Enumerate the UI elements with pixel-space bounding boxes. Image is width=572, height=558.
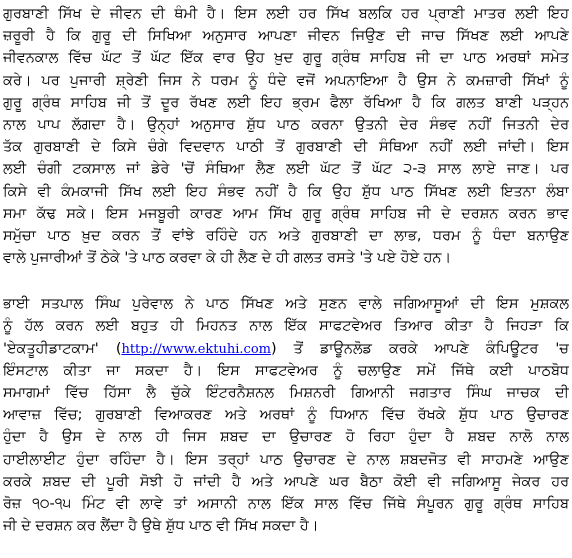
- text-line: ਗੁਰੂ ਗ੍ਰੰਥ ਸਾਹਿਬ ਜੀ ਤੋਂ ਦੂਰ ਰੱਖਣ ਲਈ ਇਹ ਭ੍ਰਮ ਫੈਲਾ ਰੱਖਿਆ ਹੈ ਕਿ ਗਲਤ ਬਾਣੀ ਪੜ੍ਹਨ: [3, 94, 569, 111]
- paragraph-1: [3, 3, 569, 269]
- text-line: ਸਮੁੱਚਾ ਪਾਠ ਖ਼ੁਦ ਕਰਨ ਤੋਂ ਵਾਂਝੇ ਰਹਿੰਦੇ ਹਨ ਅਤੇ ਗੁਰਬਾਣੀ ਦਾ ਲਾਭ, ਧਰਮ ਨੂੰ ਧੰਦਾ ਬਨਾਉਣ: [3, 227, 569, 244]
- text-line: ਸਮਾਗਮਾਂ ਵਿੱਚ ਹਿੱਸਾ ਲੈ ਚੁੱਕੇ ਇੰਟਰਨੈਸ਼ਨਲ ਮਿਸ਼ਨਰੀ ਗਿਆਨੀ ਜਗਤਾਰ ਸਿੰਘ ਜਾਚਕ ਦੀ: [3, 385, 569, 401]
- article-text: [3, 3, 569, 537]
- text-line: ਨਾਲ ਪਾਪ ਲੱਗਦਾ ਹੈ। ਉਨ੍ਹਾਂ ਅਨੁਸਾਰ ਸ਼ੁੱਧ ਪਾਠ ਕਰਨਾ ਉਤਨੀ ਦੇਰ ਸੰਭਵ ਨਹੀਂ ਜਿਤਨੀ ਦੇਰ: [3, 116, 569, 133]
- text-line: ਤੱਕ ਗੁਰਬਾਣੀ ਦੇ ਕਿਸੇ ਚੰਗੇ ਵਿਦਵਾਨ ਪਾਠੀ ਤੋਂ ਗੁਰਬਾਣੀ ਦੀ ਸੰਥਿਆ ਨਹੀਂ ਲਈ ਜਾਂਦੀ। ਇਸ: [3, 139, 569, 156]
- text-line: ਵਾਲੇ ਪੁਜਾਰੀਆਂ ਤੋਂ ਠੇਕੇ 'ਤੇ ਪਾਠ ਕਰਵਾ ਕੇ ਹੀ ਲੈਣ ਦੇ ਹੀ ਗਲਤ ਰਸਤੇ 'ਤੇ ਪਏ ਹੋਏ ਹਨ।: [3, 250, 452, 267]
- line-text-after-link: ) ਤੋਂ ਡਾਊਨਲੋਡ ਕਰਕੇ ਆਪਣੇ ਕੰਪਿਊਟਰ 'ਚ: [270, 340, 569, 357]
- text-line: ਹੁੰਦਾ ਹੈ ਉਸ ਦੇ ਨਾਲ ਹੀ ਜਿਸ ਸ਼ਬਦ ਦਾ ਉਚਾਰਣ ਹੋ ਰਿਹਾ ਹੁੰਦਾ ਹੈ ਸ਼ਬਦ ਨਾਲੋ ਨਾਲ: [3, 429, 569, 446]
- text-line: ਲਈ ਚੰਗੀ ਟਕਸਾਲ ਜਾਂ ਡੇਰੇ 'ਚੋਂ ਸੰਥਿਆ ਲੈਣ ਲਈ ਘੱਟ ਤੋਂ ਘੱਟ ੨-੩ ਸਾਲ ਲਾਏ ਜਾਣ। ਪਰ: [3, 161, 569, 178]
- text-line: ਨੂੰ ਹੱਲ ਕਰਨ ਲਈ ਬਹੁਤ ਹੀ ਮਿਹਨਤ ਨਾਲ ਇੱਕ ਸਾਫਟਵੇਅਰ ਤਿਆਰ ਕੀਤਾ ਹੈ ਜਿਹੜਾ ਕਿ: [3, 318, 569, 335]
- text-line: ਜੀ ਦੇ ਦਰਸ਼ਨ ਕਰ ਲੈਂਦਾ ਹੈ ਉਥੇ ਸ਼ੁੱਧ ਪਾਠ ਵੀ ਸਿੱਖ ਸਕਦਾ ਹੈ।: [3, 518, 319, 535]
- text-line: ਭਾਈ ਸਤਪਾਲ ਸਿੰਘ ਪੁਰੇਵਾਲ ਨੇ ਪਾਠ ਸਿੱਖਣ ਅਤੇ ਸੁਣਨ ਵਾਲੇ ਜਗਿਆਸੂਆਂ ਦੀ ਇਸ ਮੁਸ਼ਕਲ: [3, 296, 569, 313]
- ektuhi-website-link[interactable]: http://www.ektuhi.com: [121, 341, 271, 357]
- text-line: ਕਰੇ। ਪਰ ਪੁਜਾਰੀ ਸ਼੍ਰੇਣੀ ਜਿਸ ਨੇ ਧਰਮ ਨੂੰ ਧੰਦੇ ਵਜੋਂ ਅਪਨਾਇਆ ਹੈ ਉਸ ਨੇ ਕਮਜ਼ਾਰੀ ਸਿੱਖਾਂ ਨੂੰ: [3, 72, 569, 89]
- text-line: ਹਾਈਲਾਈਟ ਹੁੰਦਾ ਰਹਿੰਦਾ ਹੈ। ਇਸ ਤਰ੍ਹਾਂ ਪਾਠ ਉਚਾਰਣ ਦੇ ਨਾਲ ਸ਼ਬਦਜੋਤ ਵੀ ਸਾਹਮਣੇ ਆਉਣ: [3, 451, 569, 468]
- paragraph-gap: [3, 269, 569, 293]
- text-line: ਆਵਾਜ਼ ਵਿੱਚ; ਗੁਰਬਾਣੀ ਵਿਆਕਰਣ ਅਤੇ ਅਰਥਾਂ ਨੂੰ ਧਿਆਨ ਵਿੱਚ ਰੱਖਕੇ ਸ਼ੁੱਧ ਪਾਠ ਉਚਾਰਣ: [3, 407, 569, 424]
- line-text-before-link: 'ਏਕਤੂਹੀਡਾਟਕਾਮ' (: [3, 340, 122, 357]
- text-line: ਕਰਕੇ ਸ਼ਬਦ ਦੀ ਪੂਰੀ ਸੋਝੀ ਹੋ ਜਾਂਦੀ ਹੈ ਅਤੇ ਆਪਣੇ ਘਰ ਬੈਠਾ ਕੋਈ ਵੀ ਜਗਿਆਸੂ ਜੇਕਰ ਹਰ: [3, 473, 569, 490]
- text-line: ਗੁਰਬਾਣੀ ਸਿੱਖ ਦੇ ਜੀਵਨ ਦੀ ਥੰਮੀ ਹੈ। ਇਸ ਲਈ ਹਰ ਸਿੱਖ ਬਲਕਿ ਹਰ ਪ੍ਰਾਣੀ ਮਾਤਰ ਲਈ ਇਹ: [3, 6, 569, 22]
- text-line: ਜੀਵਨਕਾਲ ਵਿੱਚ ਘੱਟ ਤੋਂ ਘੱਟ ਇੱਕ ਵਾਰ ਉਹ ਖ਼ੁਦ ਗੁਰੂ ਗ੍ਰੰਥ ਸਾਹਿਬ ਜੀ ਦਾ ਪਾਠ ਅਰਥਾਂ ਸਮੇਤ: [3, 50, 569, 67]
- text-line: ਕਿਸੇ ਵੀ ਕੰਮਕਾਜੀ ਸਿੱਖ ਲਈ ਇਹ ਸੰਭਵ ਨਹੀਂ ਹੈ ਕਿ ਉਹ ਸ਼ੁੱਧ ਪਾਠ ਸਿੱਖਣ ਲਈ ਇਤਨਾ ਲੰਬਾ: [3, 183, 569, 200]
- text-line: ਸਮਾ ਕੱਢ ਸਕੇ। ਇਸ ਮਜਬੂਰੀ ਕਾਰਣ ਆਮ ਸਿੱਖ ਗੁਰੂ ਗ੍ਰੰਥ ਸਾਹਿਬ ਜੀ ਦੇ ਦਰਸ਼ਨ ਕਰਨ ਭਾਵ: [3, 205, 569, 222]
- text-line: [3, 338, 569, 360]
- paragraph-2: [3, 293, 569, 537]
- text-line: ਜ਼ਰੂਰੀ ਹੈ ਕਿ ਗੁਰੂ ਦੀ ਸਿਖਿਆ ਅਨੁਸਾਰ ਆਪਣਾ ਜੀਵਨ ਜਿਉਣ ਦੀ ਜਾਚ ਸਿੱਖਣ ਲਈ ਆਪਣੇ: [3, 28, 569, 45]
- text-line: ਰੋਜ਼ ੧੦-੧੫ ਮਿੰਟ ਵੀ ਲਾਵੇ ਤਾਂ ਅਸਾਨੀ ਨਾਲ ਇੱਕ ਸਾਲ ਵਿੱਚ ਜਿੱਥੇ ਸੰਪੂਰਨ ਗੁਰੂ ਗ੍ਰੰਥ ਸਾਹਿਬ: [3, 495, 569, 512]
- text-line: ਇੰਸਟਾਲ ਕੀਤਾ ਜਾ ਸਕਦਾ ਹੈ। ਇਸ ਸਾਫਟਵੇਅਰ ਨੂੰ ਚਲਾਉਣ ਸਮੇਂ ਜਿੱਥੇ ਕਈ ਪਾਠਬੋਧ: [3, 362, 569, 379]
